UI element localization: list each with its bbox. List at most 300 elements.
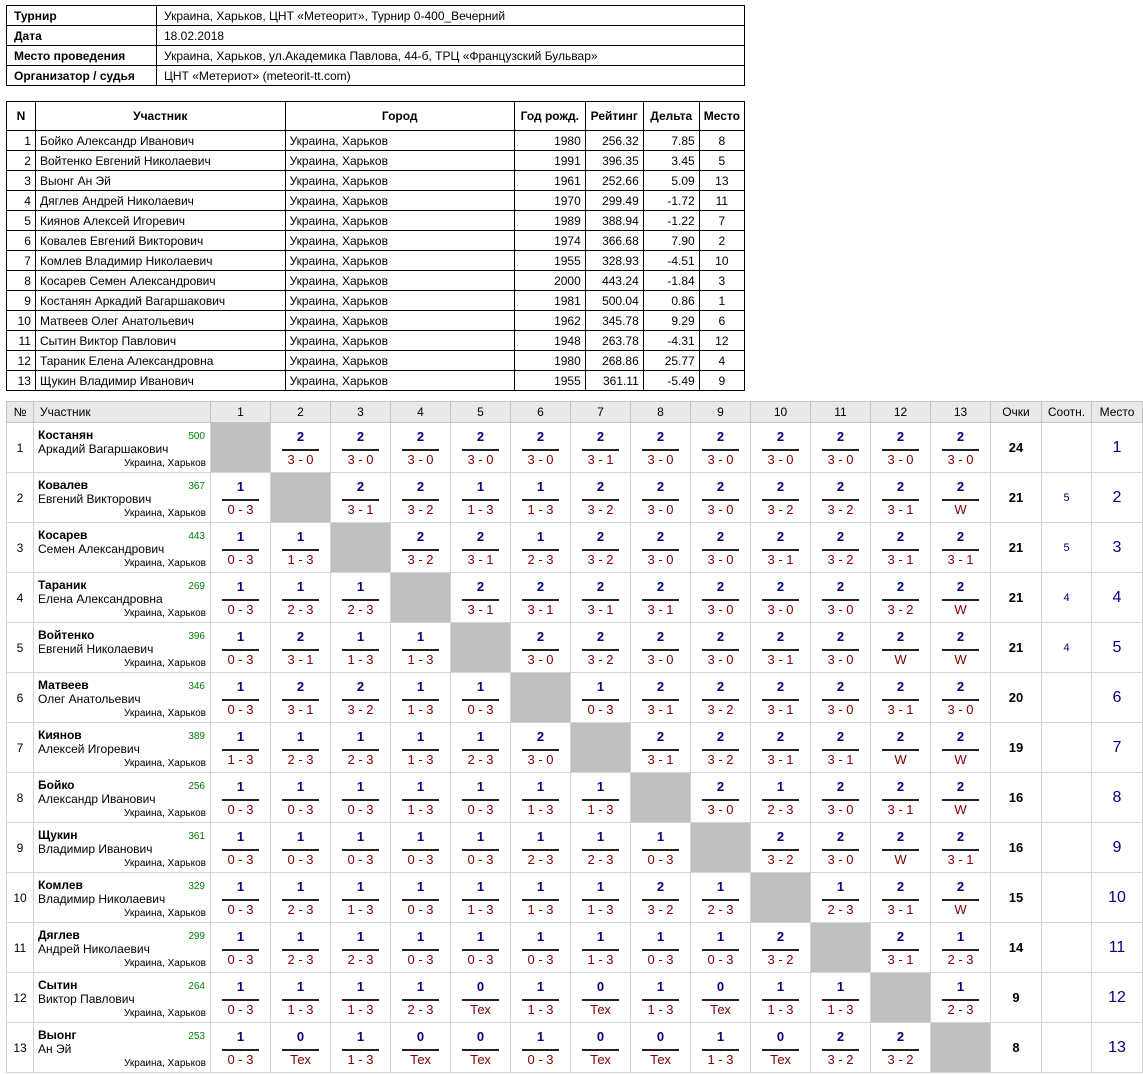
game-result xyxy=(391,723,450,772)
game-cell xyxy=(751,1023,811,1073)
player-city: Украина, Харьков xyxy=(124,608,206,619)
player-ratio xyxy=(1042,423,1092,473)
participant-birth-year: 2000 xyxy=(514,271,585,291)
game-result xyxy=(751,973,810,1022)
game-score-points: 2 xyxy=(896,529,905,544)
game-result xyxy=(691,473,750,522)
game-cell xyxy=(871,1023,931,1073)
game-result xyxy=(691,573,750,622)
game-divider xyxy=(222,599,259,601)
game-result xyxy=(871,523,930,572)
game-set-score: 3 - 0 xyxy=(947,452,974,467)
game-score-points: 1 xyxy=(236,979,245,994)
game-result xyxy=(631,673,690,722)
game-set-score: W xyxy=(954,652,967,667)
game-result xyxy=(511,723,570,772)
game-score-points: 1 xyxy=(416,829,425,844)
game-divider xyxy=(402,1049,439,1051)
game-set-score: 2 - 3 xyxy=(347,752,374,767)
participant-delta: 7.90 xyxy=(643,231,699,251)
cross-row-number: 7 xyxy=(7,723,34,773)
game-cell xyxy=(511,423,571,473)
participant-place: 7 xyxy=(699,211,744,231)
game-cell xyxy=(631,823,691,873)
game-set-score: 3 - 2 xyxy=(587,502,614,517)
player-place: 4 xyxy=(1092,573,1143,623)
self-match-cell xyxy=(751,873,811,923)
game-result xyxy=(271,523,330,572)
player-ratio xyxy=(1042,973,1092,1023)
player-points: 20 xyxy=(991,673,1042,723)
game-result xyxy=(271,823,330,872)
game-set-score: Тех xyxy=(650,1052,671,1067)
game-divider xyxy=(702,949,739,951)
participant-name: Бойко Александр Иванович xyxy=(35,131,285,151)
game-cell xyxy=(571,773,631,823)
game-divider xyxy=(222,1049,259,1051)
player-surname: Комлев xyxy=(38,878,83,892)
cross-header-opponent: 5 xyxy=(451,402,511,423)
cross-row-number: 9 xyxy=(7,823,34,873)
game-score-points: 1 xyxy=(296,929,305,944)
game-cell xyxy=(331,573,391,623)
game-score-points: 2 xyxy=(836,529,845,544)
game-result xyxy=(871,573,930,622)
game-cell xyxy=(451,423,511,473)
game-result xyxy=(631,573,690,622)
participant-delta: -4.51 xyxy=(643,251,699,271)
game-cell xyxy=(271,723,331,773)
game-score-points: 1 xyxy=(296,979,305,994)
game-cell xyxy=(511,473,571,523)
game-cell xyxy=(871,723,931,773)
game-result xyxy=(571,1023,630,1072)
game-cell xyxy=(451,573,511,623)
game-score-points: 1 xyxy=(536,529,545,544)
game-set-score: 3 - 0 xyxy=(647,502,674,517)
player-city: Украина, Харьков xyxy=(124,558,206,569)
participant-delta: 9.29 xyxy=(643,311,699,331)
game-divider xyxy=(942,649,979,651)
player-first-name: Олег Анатольевич xyxy=(38,692,141,706)
player-place: 8 xyxy=(1092,773,1143,823)
game-score-points: 2 xyxy=(896,779,905,794)
game-result xyxy=(271,923,330,972)
game-divider xyxy=(342,799,379,801)
game-set-score: 0 - 3 xyxy=(287,802,314,817)
participant-city: Украина, Харьков xyxy=(285,211,514,231)
game-divider xyxy=(942,899,979,901)
game-set-score: 3 - 2 xyxy=(887,602,914,617)
player-ratio xyxy=(1042,673,1092,723)
game-cell xyxy=(271,773,331,823)
game-cell xyxy=(811,673,871,723)
self-match-cell xyxy=(691,823,751,873)
participant-place: 11 xyxy=(699,191,744,211)
game-cell xyxy=(451,1023,511,1073)
game-result xyxy=(631,423,690,472)
cross-player-cell xyxy=(34,973,211,1023)
cross-header-opponent: 9 xyxy=(691,402,751,423)
game-score-points: 2 xyxy=(776,929,785,944)
game-score-points: 2 xyxy=(776,529,785,544)
game-cell xyxy=(751,973,811,1023)
game-result xyxy=(511,923,570,972)
game-cell xyxy=(571,473,631,523)
game-cell xyxy=(391,423,451,473)
cross-row-number: 1 xyxy=(7,423,34,473)
player-city: Украина, Харьков xyxy=(124,1008,206,1019)
cross-row-number: 6 xyxy=(7,673,34,723)
participant-city: Украина, Харьков xyxy=(285,151,514,171)
participants-header-cell: Рейтинг xyxy=(585,102,643,131)
game-score-points: 0 xyxy=(476,1029,485,1044)
game-score-points: 1 xyxy=(836,879,845,894)
game-score-points: 2 xyxy=(296,629,305,644)
game-set-score: 3 - 0 xyxy=(407,452,434,467)
game-divider xyxy=(642,999,679,1001)
game-result xyxy=(871,473,930,522)
game-divider xyxy=(702,899,739,901)
game-set-score: 0 - 3 xyxy=(467,952,494,967)
game-score-points: 1 xyxy=(296,579,305,594)
game-cell xyxy=(691,973,751,1023)
game-set-score: 3 - 0 xyxy=(527,752,554,767)
cross-header-opponent: 10 xyxy=(751,402,811,423)
game-score-points: 1 xyxy=(476,879,485,894)
game-score-points: 2 xyxy=(776,579,785,594)
player-points: 8 xyxy=(991,1023,1042,1073)
game-result xyxy=(631,623,690,672)
game-cell xyxy=(811,773,871,823)
game-result xyxy=(511,823,570,872)
player-points: 21 xyxy=(991,623,1042,673)
game-cell xyxy=(931,923,991,973)
game-result xyxy=(271,623,330,672)
game-cell xyxy=(811,823,871,873)
game-set-score: 0 - 3 xyxy=(527,952,554,967)
game-result xyxy=(811,473,870,522)
player-first-name: Елена Александровна xyxy=(38,592,163,606)
game-result xyxy=(331,473,390,522)
game-set-score: 2 - 3 xyxy=(347,952,374,967)
participant-birth-year: 1980 xyxy=(514,131,585,151)
player-surname: Косарев xyxy=(38,528,88,542)
game-divider xyxy=(222,749,259,751)
participant-place: 6 xyxy=(699,311,744,331)
game-divider xyxy=(342,699,379,701)
game-result xyxy=(451,673,510,722)
game-set-score: 3 - 2 xyxy=(707,702,734,717)
game-divider xyxy=(342,749,379,751)
game-set-score: 3 - 0 xyxy=(287,452,314,467)
game-set-score: 3 - 1 xyxy=(647,702,674,717)
game-result xyxy=(511,523,570,572)
game-result xyxy=(571,673,630,722)
game-divider xyxy=(522,749,559,751)
game-cell xyxy=(931,723,991,773)
game-set-score: 1 - 3 xyxy=(647,1002,674,1017)
player-surname: Киянов xyxy=(38,728,82,742)
game-result xyxy=(691,773,750,822)
game-score-points: 2 xyxy=(956,779,965,794)
game-score-points: 1 xyxy=(596,929,605,944)
game-divider xyxy=(282,749,319,751)
game-divider xyxy=(822,899,859,901)
game-set-score: 1 - 3 xyxy=(467,502,494,517)
game-result xyxy=(571,973,630,1022)
game-cell xyxy=(691,423,751,473)
game-divider xyxy=(822,1049,859,1051)
game-score-points: 2 xyxy=(656,629,665,644)
game-score-points: 1 xyxy=(356,579,365,594)
game-divider xyxy=(582,599,619,601)
game-set-score: 3 - 1 xyxy=(587,452,614,467)
cross-row-number: 12 xyxy=(7,973,34,1023)
game-score-points: 2 xyxy=(656,729,665,744)
game-result xyxy=(271,1023,330,1072)
game-cell xyxy=(511,923,571,973)
participant-place: 13 xyxy=(699,171,744,191)
cross-row-number: 13 xyxy=(7,1023,34,1073)
game-divider xyxy=(942,999,979,1001)
game-cell xyxy=(331,773,391,823)
game-divider xyxy=(462,899,499,901)
game-result xyxy=(271,723,330,772)
game-cell xyxy=(451,973,511,1023)
game-set-score: 3 - 1 xyxy=(887,902,914,917)
game-result xyxy=(331,823,390,872)
game-score-points: 1 xyxy=(596,829,605,844)
game-divider xyxy=(822,699,859,701)
game-result xyxy=(691,673,750,722)
game-result xyxy=(211,723,270,772)
game-result xyxy=(391,1023,450,1072)
player-ratio: 5 xyxy=(1042,523,1092,573)
game-result xyxy=(571,523,630,572)
game-cell xyxy=(631,923,691,973)
player-points: 14 xyxy=(991,923,1042,973)
cross-header-place: Место xyxy=(1092,402,1143,423)
participant-delta: -1.84 xyxy=(643,271,699,291)
cross-player-cell xyxy=(34,573,211,623)
participant-place: 5 xyxy=(699,151,744,171)
game-set-score: 3 - 2 xyxy=(767,852,794,867)
cross-row xyxy=(7,823,1143,873)
game-score-points: 1 xyxy=(296,879,305,894)
game-score-points: 2 xyxy=(896,929,905,944)
game-score-points: 1 xyxy=(356,1029,365,1044)
game-set-score: 3 - 0 xyxy=(767,602,794,617)
game-result xyxy=(931,673,990,722)
participant-name: Косарев Семен Александрович xyxy=(35,271,285,291)
player-ratio: 4 xyxy=(1042,623,1092,673)
game-divider xyxy=(522,899,559,901)
game-score-points: 1 xyxy=(416,979,425,994)
cross-player-cell xyxy=(34,623,211,673)
player-surname: Бойко xyxy=(38,778,75,792)
info-value: Украина, Харьков, ЦНТ «Метеорит», Турнир 0-400_Вечерний xyxy=(157,6,745,26)
player-place: 13 xyxy=(1092,1023,1143,1073)
game-cell xyxy=(211,623,271,673)
game-result xyxy=(271,873,330,922)
game-result xyxy=(511,773,570,822)
game-score-points: 0 xyxy=(596,979,605,994)
game-set-score: 3 - 0 xyxy=(527,652,554,667)
game-set-score: 0 - 3 xyxy=(227,902,254,917)
game-result xyxy=(271,423,330,472)
game-divider xyxy=(762,649,799,651)
game-result xyxy=(811,873,870,922)
player-first-name: Аркадий Вагаршакович xyxy=(38,442,169,456)
game-result xyxy=(931,973,990,1022)
game-result xyxy=(691,423,750,472)
cross-header-opponent: 7 xyxy=(571,402,631,423)
game-cell xyxy=(571,673,631,723)
participant-row xyxy=(7,271,745,291)
game-set-score: 1 - 3 xyxy=(587,902,614,917)
info-row xyxy=(7,66,745,86)
game-score-points: 2 xyxy=(956,679,965,694)
game-set-score: 1 - 3 xyxy=(407,752,434,767)
game-set-score: 3 - 0 xyxy=(827,652,854,667)
game-cell xyxy=(751,573,811,623)
game-cell xyxy=(211,673,271,723)
participant-number: 5 xyxy=(7,211,36,231)
participant-birth-year: 1989 xyxy=(514,211,585,231)
game-divider xyxy=(342,649,379,651)
game-score-points: 1 xyxy=(596,879,605,894)
game-score-points: 2 xyxy=(476,529,485,544)
game-score-points: 1 xyxy=(236,529,245,544)
game-divider xyxy=(702,699,739,701)
game-set-score: 1 - 3 xyxy=(287,552,314,567)
game-cell xyxy=(391,873,451,923)
info-value: ЦНТ «Метериот» (meteorit-tt.com) xyxy=(157,66,745,86)
game-set-score: 3 - 1 xyxy=(347,502,374,517)
game-score-points: 1 xyxy=(956,929,965,944)
game-set-score: 3 - 2 xyxy=(587,552,614,567)
game-cell xyxy=(931,873,991,923)
game-score-points: 2 xyxy=(596,579,605,594)
game-cell xyxy=(211,473,271,523)
game-cell xyxy=(811,573,871,623)
game-divider xyxy=(882,949,919,951)
cross-header-opponent: 3 xyxy=(331,402,391,423)
game-set-score: 2 - 3 xyxy=(287,952,314,967)
game-divider xyxy=(642,849,679,851)
game-result xyxy=(811,1023,870,1072)
game-divider xyxy=(582,949,619,951)
game-set-score: 1 - 3 xyxy=(767,1002,794,1017)
game-divider xyxy=(522,499,559,501)
game-result xyxy=(691,723,750,772)
game-set-score: W xyxy=(954,902,967,917)
game-divider xyxy=(882,899,919,901)
game-set-score: 0 - 3 xyxy=(347,802,374,817)
game-score-points: 1 xyxy=(416,629,425,644)
player-surname: Войтенко xyxy=(38,628,95,642)
game-cell xyxy=(391,973,451,1023)
game-score-points: 2 xyxy=(296,429,305,444)
game-set-score: 3 - 1 xyxy=(887,802,914,817)
game-result xyxy=(211,973,270,1022)
participant-city: Украина, Харьков xyxy=(285,251,514,271)
participant-number: 3 xyxy=(7,171,36,191)
game-set-score: 0 - 3 xyxy=(227,702,254,717)
participant-city: Украина, Харьков xyxy=(285,371,514,391)
game-cell xyxy=(931,423,991,473)
participant-rating: 299.49 xyxy=(585,191,643,211)
game-result xyxy=(751,623,810,672)
info-row xyxy=(7,26,745,46)
game-score-points: 1 xyxy=(656,979,665,994)
game-divider xyxy=(282,599,319,601)
player-first-name: Александр Иванович xyxy=(38,792,156,806)
cross-player-cell xyxy=(34,523,211,573)
game-cell xyxy=(811,973,871,1023)
cross-header-player: Участник xyxy=(34,402,211,423)
participant-name: Дяглев Андрей Николаевич xyxy=(35,191,285,211)
participant-delta: -5.49 xyxy=(643,371,699,391)
game-set-score: Тех xyxy=(710,1002,731,1017)
game-score-points: 1 xyxy=(656,829,665,844)
game-set-score: 3 - 1 xyxy=(947,852,974,867)
game-set-score: 2 - 3 xyxy=(947,1002,974,1017)
game-score-points: 2 xyxy=(716,679,725,694)
game-cell xyxy=(391,723,451,773)
game-set-score: 1 - 3 xyxy=(467,902,494,917)
game-divider xyxy=(762,999,799,1001)
game-cell xyxy=(571,923,631,973)
game-cell xyxy=(871,523,931,573)
game-score-points: 1 xyxy=(836,979,845,994)
cross-row xyxy=(7,723,1143,773)
game-result xyxy=(931,423,990,472)
game-divider xyxy=(342,849,379,851)
game-result xyxy=(811,723,870,772)
game-score-points: 1 xyxy=(716,879,725,894)
cross-header-opponent: 11 xyxy=(811,402,871,423)
game-set-score: 3 - 1 xyxy=(527,602,554,617)
player-place: 5 xyxy=(1092,623,1143,673)
game-result xyxy=(631,823,690,872)
game-result xyxy=(631,523,690,572)
participant-birth-year: 1981 xyxy=(514,291,585,311)
cross-header-opponent: 13 xyxy=(931,402,991,423)
game-score-points: 2 xyxy=(716,479,725,494)
game-set-score: 3 - 0 xyxy=(527,452,554,467)
game-score-points: 2 xyxy=(356,679,365,694)
game-divider xyxy=(582,799,619,801)
game-set-score: 3 - 2 xyxy=(827,552,854,567)
participants-header-cell: Город xyxy=(285,102,514,131)
game-cell xyxy=(751,473,811,523)
player-first-name: Евгений Викторович xyxy=(38,492,152,506)
game-cell xyxy=(511,723,571,773)
game-cell xyxy=(751,623,811,673)
game-set-score: 3 - 0 xyxy=(467,452,494,467)
game-cell xyxy=(331,973,391,1023)
game-cell xyxy=(511,773,571,823)
game-divider xyxy=(822,999,859,1001)
game-divider xyxy=(702,999,739,1001)
participant-number: 4 xyxy=(7,191,36,211)
game-cell xyxy=(211,923,271,973)
participant-row xyxy=(7,231,745,251)
participant-name: Войтенко Евгений Николаевич xyxy=(35,151,285,171)
cross-player-cell xyxy=(34,773,211,823)
